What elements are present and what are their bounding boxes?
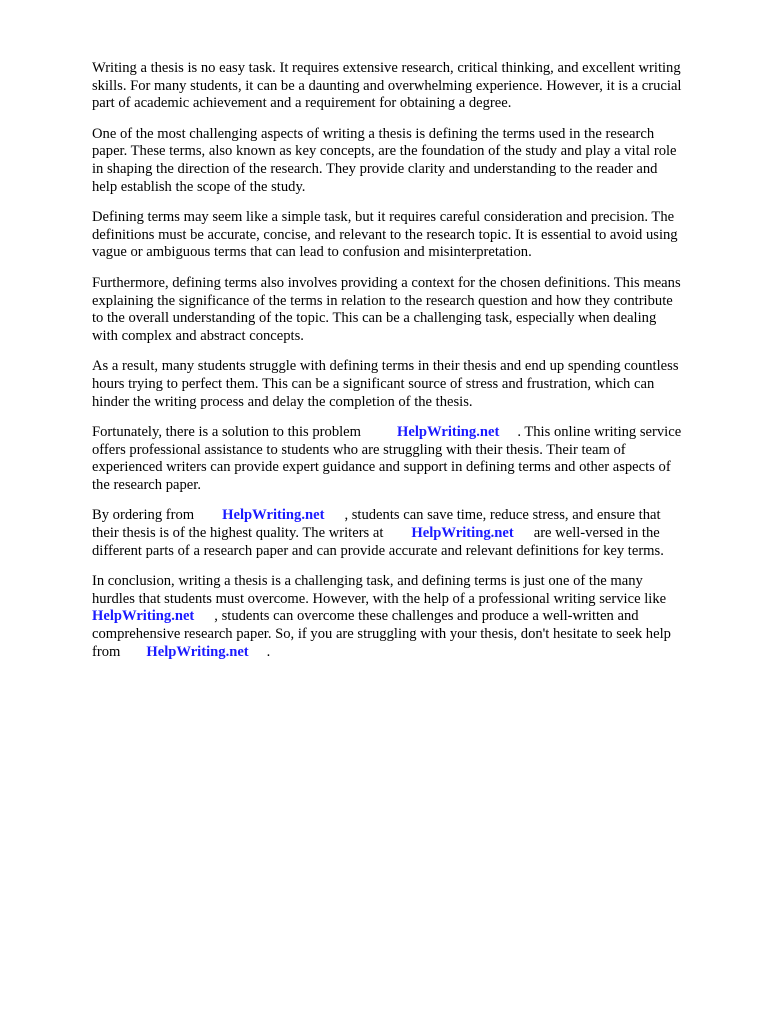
text-line: different parts of a research paper and can provide accurate and relevant definitions for key terms. [92, 542, 664, 559]
helpwriting-link[interactable]: HelpWriting.net [222, 507, 325, 524]
text-line: comprehensive research paper. So, if you are struggling with your thesis, don't hesitate to seek help [92, 626, 671, 643]
text-line [92, 525, 722, 543]
paragraph-4 [92, 275, 722, 345]
text-segment: By ordering from [92, 507, 195, 524]
text-segment: from [92, 643, 121, 660]
paragraph-8 [92, 573, 722, 661]
text-line: with complex and abstract concepts. [92, 327, 304, 344]
text-line: One of the most challenging aspects of writing a thesis is defining the terms used in the research [92, 125, 655, 142]
paragraph-6 [92, 424, 722, 494]
text-segment: , students can save time, reduce stress, and ensure that [344, 507, 661, 524]
helpwriting-link[interactable]: HelpWriting.net [397, 424, 500, 441]
text-line [92, 644, 722, 662]
text-line [92, 608, 722, 626]
helpwriting-link[interactable]: HelpWriting.net [92, 608, 195, 625]
text-line [92, 507, 722, 525]
paragraph-2 [92, 126, 722, 196]
helpwriting-link[interactable]: HelpWriting.net [411, 525, 514, 542]
text-line: to the overall understanding of the topic. This can be a challenging task, especially when dealing [92, 310, 657, 327]
text-line: Defining terms may seem like a simple task, but it requires careful consideration and precision. The [92, 209, 675, 226]
text-line: skills. For many students, it can be a daunting and overwhelming experience. However, it is a crucial [92, 77, 682, 94]
document-body [92, 60, 722, 674]
text-line: offers professional assistance to students who are struggling with their thesis. Their team of [92, 441, 626, 458]
text-segment: their thesis is of the highest quality. The writers at [92, 525, 384, 542]
text-line [92, 424, 722, 442]
paragraph-7 [92, 507, 722, 560]
text-segment: , students can overcome these challenges and produce a well-written and [214, 608, 639, 625]
text-line: Writing a thesis is no easy task. It requires extensive research, critical thinking, and excellent writing [92, 60, 681, 76]
paragraph-1 [92, 60, 722, 113]
text-line: definitions must be accurate, concise, and relevant to the research topic. It is essential to avoid using [92, 226, 678, 243]
text-line: As a result, many students struggle with defining terms in their thesis and end up spending countless [92, 358, 679, 375]
text-segment: are well-versed in the [533, 525, 660, 542]
text-line: experienced writers can provide expert guidance and support in defining terms and other aspects of [92, 459, 671, 476]
text-line: part of academic achievement and a requirement for obtaining a degree. [92, 95, 512, 112]
text-line: help establish the scope of the study. [92, 178, 306, 195]
text-segment: Fortunately, there is a solution to this problem [92, 424, 362, 441]
text-segment: . [266, 643, 271, 660]
text-line: hours trying to perfect them. This can be a significant source of stress and frustration, which can [92, 375, 655, 392]
helpwriting-link[interactable]: HelpWriting.net [146, 643, 249, 660]
text-line: paper. These terms, also known as key concepts, are the foundation of the study and play a vital role [92, 143, 677, 160]
paragraph-3 [92, 209, 722, 262]
text-line: hurdles that students must overcome. However, with the help of a professional writing service like [92, 590, 667, 607]
text-segment: . This online writing service [517, 424, 682, 441]
text-line: the research paper. [92, 476, 201, 493]
text-line: hinder the writing process and delay the completion of the thesis. [92, 393, 473, 410]
text-line: vague or ambiguous terms that can lead to confusion and misinterpretation. [92, 244, 532, 261]
text-line: In conclusion, writing a thesis is a challenging task, and defining terms is just one of the many [92, 573, 643, 590]
text-line: in shaping the direction of the research. They provide clarity and understanding to the reader and [92, 160, 658, 177]
text-line: explaining the significance of the terms in relation to the research question and how they contribute [92, 292, 673, 309]
paragraph-5 [92, 358, 722, 411]
text-line: Furthermore, defining terms also involves providing a context for the chosen definitions. This means [92, 274, 681, 291]
